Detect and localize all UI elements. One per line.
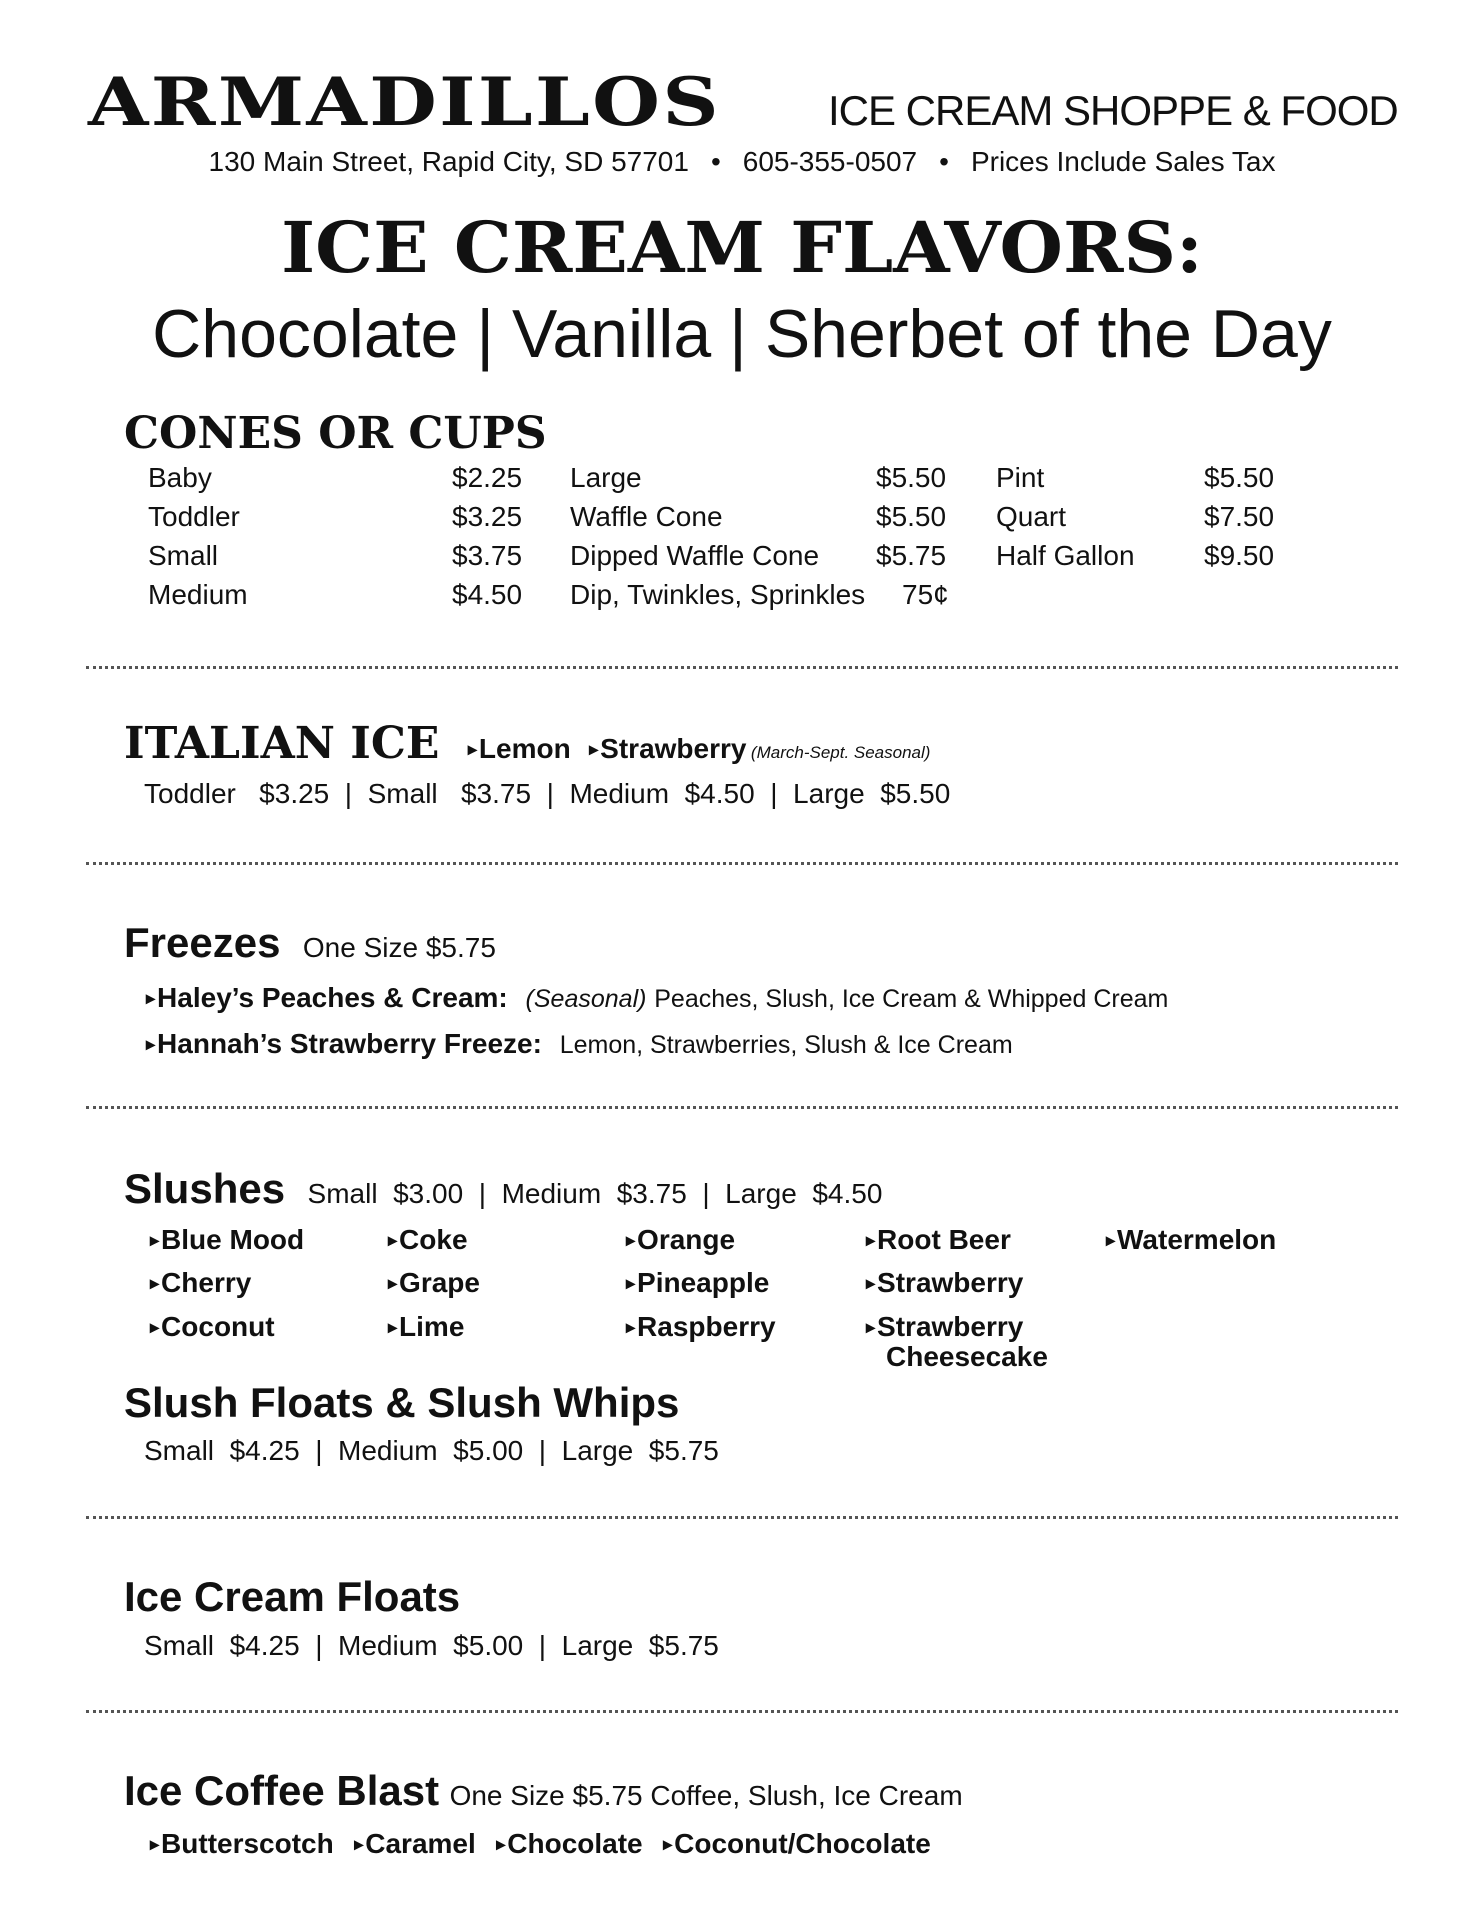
slush-flavor (626, 1263, 769, 1303)
tax-note: Prices Include Sales Tax (970, 146, 1276, 177)
separator: • (710, 146, 721, 177)
bullet-icon: ▸ (626, 1230, 636, 1250)
cones-title: CONES OR CUPS (124, 408, 547, 459)
flavor-label: Root Beer (877, 1224, 1011, 1255)
bullet-icon: ▸ (1106, 1230, 1116, 1250)
option-item (496, 1828, 642, 1859)
size-price: $9.50 (1204, 540, 1275, 571)
option-item (589, 733, 746, 764)
option-label: Lemon (478, 733, 571, 764)
size-price: $3.25 (452, 501, 523, 532)
flavor-label: Raspberry (637, 1311, 776, 1342)
bullet-icon: ▸ (150, 1834, 160, 1854)
freeze-item (146, 978, 1168, 1019)
freeze-note: (Seasonal) (525, 985, 647, 1013)
phone: 605-355-0507 (742, 146, 918, 177)
freeze-name: Hannah’s Strawberry Freeze: (157, 1028, 542, 1059)
size-price: $7.50 (1204, 501, 1275, 532)
size-name: Baby (148, 462, 212, 493)
italian-ice-title: ITALIAN ICE (124, 718, 440, 769)
freezes-title: Freezes (124, 919, 281, 966)
ice-coffee-options (150, 1824, 931, 1864)
flavor-item: Sherbet of the Day (764, 296, 1332, 372)
freeze-name: Haley’s Peaches & Cream: (157, 982, 508, 1013)
bullet-icon: ▸ (589, 739, 599, 759)
bullet-icon: ▸ (663, 1834, 673, 1854)
bullet-icon: ▸ (146, 988, 156, 1008)
flavor-label: Coke (399, 1224, 468, 1255)
size-price: $4.50 (452, 579, 523, 610)
slush-flavor-continued: Cheesecake (886, 1341, 1048, 1372)
flavor-label: Lime (399, 1311, 465, 1342)
flavors-title: ICE CREAM FLAVORS: (281, 206, 1203, 289)
size-price: $2.25 (452, 462, 523, 493)
bullet-icon: ▸ (388, 1317, 398, 1337)
slush-flavor (388, 1220, 468, 1260)
size-price: $5.75 (876, 540, 947, 571)
freeze-item (146, 1024, 1013, 1065)
size-name: Medium (148, 579, 248, 610)
size-name: Dipped Waffle Cone (570, 540, 820, 571)
size-name: Toddler (148, 501, 240, 532)
flavor-label: Cherry (161, 1267, 252, 1298)
flavor-item: Chocolate (152, 296, 459, 372)
slush-flavor (388, 1263, 480, 1303)
size-name: Dip, Twinkles, Sprinkles (570, 579, 866, 610)
flavor-label: Grape (399, 1267, 480, 1298)
dotted-divider (86, 1516, 1398, 1519)
size-name: Half Gallon (996, 540, 1135, 571)
option-label: Butterscotch (161, 1828, 334, 1859)
size-price: $3.75 (452, 540, 523, 571)
bullet-icon: ▸ (866, 1317, 876, 1337)
slush-flavor (1106, 1220, 1276, 1260)
ice-coffee-header (124, 1766, 963, 1816)
tagline: ICE CREAM SHOPPE & FOOD (828, 87, 1398, 134)
bullet-icon: ▸ (150, 1317, 160, 1337)
bullet-icon: ▸ (866, 1230, 876, 1250)
size-name: Small (148, 540, 219, 571)
dotted-divider (86, 666, 1398, 669)
flavor-label: Orange (637, 1224, 736, 1255)
seasonal-note: (March-Sept. Seasonal) (750, 743, 931, 762)
flavor-label: Strawberry (877, 1311, 1024, 1342)
slushes-title: Slushes (124, 1165, 286, 1212)
option-label: Chocolate (507, 1828, 643, 1859)
flavor-label: Pineapple (637, 1267, 770, 1298)
italian-ice-header (124, 718, 930, 770)
ice-cream-floats-sizes: Small $4.25 | Medium $5.00 | Large $5.75 (144, 1630, 719, 1661)
flavor-label: Coconut (161, 1311, 275, 1342)
address-line (0, 144, 1484, 180)
dotted-divider (86, 1710, 1398, 1713)
flavors-list (0, 294, 1484, 374)
bullet-icon: ▸ (388, 1230, 398, 1250)
bullet-icon: ▸ (388, 1273, 398, 1293)
slush-flavor (626, 1307, 776, 1347)
slush-flavor (866, 1263, 1023, 1303)
italian-ice-sizes: Toddler $3.25 | Small $3.75 | Medium $4.50 | Large $5.50 (144, 778, 951, 809)
dotted-divider (86, 1106, 1398, 1109)
option-label: Strawberry (600, 733, 747, 764)
bullet-icon: ▸ (626, 1273, 636, 1293)
bullet-icon: ▸ (150, 1230, 160, 1250)
slush-floats-title: Slush Floats & Slush Whips (124, 1379, 680, 1426)
slushes-header (124, 1164, 882, 1214)
flavor-label: Watermelon (1117, 1224, 1277, 1255)
ice-coffee-size: One Size $5.75 Coffee, Slush, Ice Cream (449, 1780, 963, 1811)
bullet-icon: ▸ (496, 1834, 506, 1854)
ice-cream-floats-title: Ice Cream Floats (124, 1573, 461, 1620)
slush-flavor (150, 1307, 275, 1347)
divider: | (476, 296, 495, 372)
freeze-desc: Peaches, Slush, Ice Cream & Whipped Cream (654, 985, 1169, 1013)
slushes-sizes: Small $3.00 | Medium $3.75 | Large $4.50 (307, 1178, 883, 1209)
option-item (354, 1828, 476, 1859)
bullet-icon: ▸ (626, 1317, 636, 1337)
size-name: Quart (996, 501, 1067, 532)
flavor-item: Vanilla (512, 296, 712, 372)
address: 130 Main Street, Rapid City, SD 57701 (208, 146, 689, 177)
divider: | (729, 296, 747, 372)
option-item (663, 1828, 931, 1859)
bullet-icon: ▸ (354, 1834, 364, 1854)
size-price: $5.50 (876, 462, 947, 493)
freeze-desc: Lemon, Strawberries, Slush & Ice Cream (559, 1031, 1013, 1059)
option-label: Coconut/Chocolate (674, 1828, 931, 1859)
bullet-icon: ▸ (866, 1273, 876, 1293)
slush-flavor (866, 1220, 1011, 1260)
separator: • (939, 146, 949, 177)
option-item (150, 1828, 334, 1859)
size-name: Pint (996, 462, 1045, 493)
bullet-icon: ▸ (146, 1034, 156, 1054)
slush-flavor (150, 1263, 251, 1303)
size-name: Large (570, 462, 642, 493)
freezes-header (124, 918, 496, 968)
brand-logo: ARMADILLOS (88, 63, 721, 141)
slush-floats-sizes: Small $4.25 | Medium $5.00 | Large $5.75 (144, 1435, 719, 1466)
flavor-label: Blue Mood (161, 1224, 305, 1255)
size-price: $5.50 (876, 501, 947, 532)
bullet-icon: ▸ (467, 739, 477, 759)
option-label: Caramel (365, 1828, 476, 1859)
bullet-icon: ▸ (150, 1273, 160, 1293)
ice-coffee-title: Ice Coffee Blast (124, 1767, 440, 1814)
size-price: $5.50 (1204, 462, 1275, 493)
size-name: Waffle Cone (570, 501, 723, 532)
size-price: 75¢ (902, 579, 949, 610)
freezes-size: One Size $5.75 (302, 932, 496, 963)
dotted-divider (86, 862, 1398, 865)
flavor-label: Strawberry (877, 1267, 1024, 1298)
slush-flavor (150, 1220, 304, 1260)
option-item (468, 733, 571, 764)
slush-flavor (626, 1220, 735, 1260)
slush-flavor (388, 1307, 464, 1347)
